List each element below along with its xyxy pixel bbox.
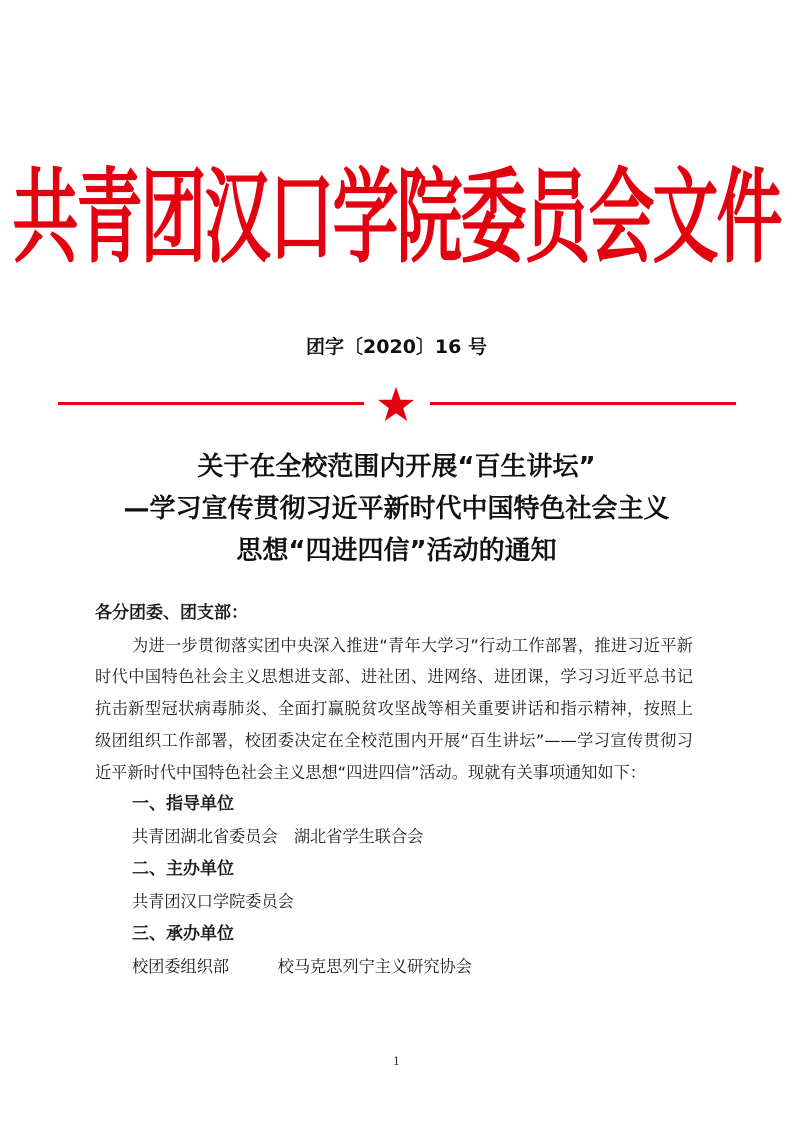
- title-line-2: —学习宣传贯彻习近平新时代中国特色社会主义: [123, 494, 670, 524]
- red-star-icon: [377, 386, 415, 422]
- section-heading-guidance: 一、指导单位: [132, 794, 234, 815]
- red-divider-left: [58, 402, 364, 405]
- notice-title: [60, 446, 733, 572]
- title-line-1: 关于在全校范围内开展“百生讲坛”: [197, 452, 596, 482]
- section-content-host: 校团委组织部 校马克思列宁主义研究协会: [132, 956, 472, 976]
- section-content-guidance: 共青团湖北省委员会 湖北省学生联合会: [132, 827, 424, 847]
- section-content-organizer: 共青团汉口学院委员会: [132, 891, 294, 911]
- notice-body: [95, 598, 715, 982]
- intro-paragraph: 为进一步贯彻落实团中央深入推进“青年大学习”行动工作部署，推进习近平新时代中国特色社会主义思想进支部、进社团、进网络、进团课，学习习近平总书记抗击新型冠状病毒肺炎、全面打赢脱贫攻坚战等相关重要讲话和指示精神，按照上级团组织工作部署，校团委决定在全校范围内开展“百生讲坛”——学习宣传贯彻习近平新时代中国特色社会主义思想“四进四信”活动。现就有关事项通知如下：: [95, 635, 693, 782]
- section-heading-host: 三、承办单位: [132, 923, 234, 944]
- masthead-title: 共青团汉口学院委员会文件: [12, 157, 781, 277]
- masthead: [0, 138, 793, 278]
- red-divider-right: [430, 402, 736, 405]
- section-heading-organizer: 二、主办单位: [132, 858, 234, 879]
- title-line-3: 思想“四进四信”活动的通知: [236, 536, 557, 566]
- document-number: 团字〔2020〕16 号: [306, 336, 487, 358]
- salutation: 各分团委、团支部：: [95, 603, 248, 623]
- page-number: 1: [393, 1055, 400, 1068]
